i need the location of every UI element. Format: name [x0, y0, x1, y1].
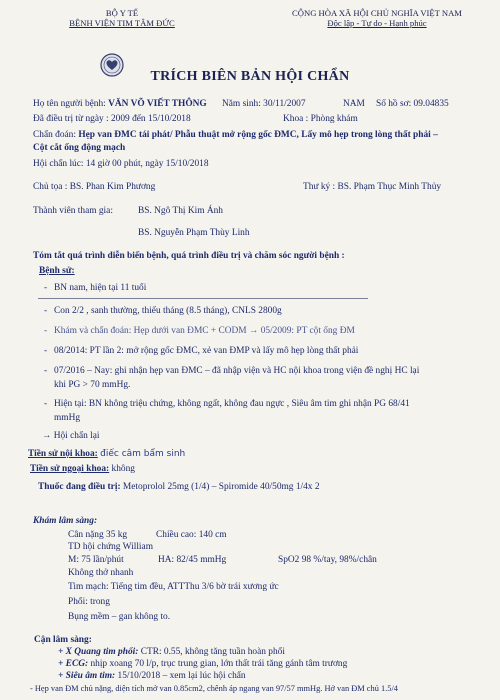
- member-1: BS. Ngô Thị Kim Ánh: [138, 206, 223, 216]
- summary-heading: Tóm tắt quá trình diễn biến bệnh, quá trình điều trị và chăm sóc người bệnh :: [33, 251, 345, 261]
- exam-height: Chiều cao: 140 cm: [156, 530, 227, 540]
- labs-ecg-label: + ECG:: [58, 659, 89, 669]
- history-item-5-cont: khi PG > 70 mmHg.: [54, 380, 131, 390]
- history-item-7: → Hội chẩn lại: [42, 431, 100, 441]
- ministry-name: BỘ Y TẾ: [105, 8, 139, 18]
- national-motto: Độc lập - Tự do - Hạnh phúc: [327, 18, 427, 28]
- history-item-4: - 08/2014: PT lần 2: mở rộng gốc ĐMC, xẻ van ĐMP và lấy mô hẹp lòng thất phải: [44, 346, 359, 356]
- patient-file-value: 09.04835: [413, 99, 449, 109]
- diagnosis-label: Chẩn đoán:: [33, 130, 76, 140]
- national-header: [262, 8, 492, 28]
- patient-name-value: VĂN VÕ VIẾT THÔNG: [108, 99, 207, 109]
- hospital-name: BỆNH VIỆN TIM TÂM ĐỨC: [69, 18, 175, 28]
- labs-echo-row: [58, 670, 246, 682]
- page-title: TRÍCH BIÊN BẢN HỘI CHẨN: [150, 69, 350, 84]
- labs-heading: Cận lâm sàng:: [34, 635, 92, 645]
- consult-time-row: [33, 158, 209, 170]
- treatment-label: Đã điều trị từ ngày :: [33, 114, 109, 124]
- member-2: BS. Nguyễn Phạm Thùy Linh: [138, 228, 250, 238]
- patient-dob-value: 30/11/2007: [263, 99, 306, 109]
- surgical-history-value: không: [111, 464, 135, 474]
- history-item-3: - Khám và chẩn đoán: Hẹp dưới van ĐMC + CODM → 05/2009: PT cột ống ĐM: [44, 326, 355, 336]
- labs-echo-note: - Hẹp van ĐM chủ nặng, diện tích mở van 0.85cm2, chênh áp ngang van 97/57 mmHg. Hở van ĐM chủ 1.5/4: [30, 684, 398, 693]
- patient-sex: NAM: [343, 99, 365, 109]
- department-row: [283, 113, 358, 125]
- patient-name-row: [33, 98, 207, 110]
- chair-label: Chủ tọa :: [33, 182, 68, 192]
- consult-time-label: Hội chẩn lúc:: [33, 159, 84, 169]
- history-heading: Bệnh sử:: [39, 266, 75, 276]
- exam-spo2: SpO2 98 %/tay, 98%/chân: [278, 555, 377, 565]
- diagnosis-value-cont: Cột cắt ống động mạch: [33, 143, 126, 153]
- secretary-label: Thư ký :: [303, 182, 336, 192]
- patient-file-label: Số hồ sơ:: [376, 99, 412, 109]
- medication-value: Metoprolol 25mg (1/4) – Spiromide 40/50mg 1/4x 2: [122, 482, 320, 492]
- internal-history-row: [28, 448, 185, 460]
- medication-row: [38, 481, 320, 493]
- patient-dob-row: [222, 98, 306, 110]
- patient-name-label: Họ tên người bệnh:: [33, 99, 106, 109]
- chair-value: BS. Phan Kim Phương: [69, 182, 156, 192]
- separator: [38, 298, 368, 299]
- exam-heart: Tim mạch: Tiếng tim đều, ATTThu 3/6 bờ trái xương ức: [68, 582, 279, 592]
- treatment-period-row: [33, 113, 191, 125]
- patient-dob-label: Năm sinh:: [222, 99, 261, 109]
- exam-abdomen: Bụng mềm – gan không to.: [68, 612, 171, 622]
- exam-heart-rate: M: 75 lần/phút: [68, 555, 124, 565]
- history-item-6: - Hiện tại: BN không triệu chứng, không ngất, không đau ngực , Siêu âm tim ghi nhận PG 68/41: [44, 399, 410, 409]
- secretary-row: [303, 181, 441, 193]
- department-value: Phòng khám: [310, 114, 358, 124]
- history-item-1: - BN nam, hiện tại 11 tuổi: [44, 283, 147, 293]
- exam-heading: Khám lâm sàng:: [33, 516, 98, 526]
- hospital-header: [52, 8, 192, 28]
- internal-history-value: điếc câm bẩm sinh: [100, 449, 186, 459]
- secretary-value: BS. Phạm Thục Minh Thủy: [337, 182, 442, 192]
- patient-file-row: [376, 98, 449, 110]
- history-item-2: - Con 2/2 , sanh thường, thiếu tháng (8.5 tháng), CNLS 2800g: [44, 306, 282, 316]
- diagnosis-value: Hẹp van ĐMC tái phát/ Phẫu thuật mở rộng gốc ĐMC, Lấy mô hẹp trong lòng thất phải –: [78, 130, 438, 140]
- exam-blood-pressure: HA: 82/45 mmHg: [158, 555, 227, 565]
- labs-echo-label: + Siêu âm tim:: [58, 671, 116, 681]
- labs-xray-label: + X Quang tim phổi:: [58, 647, 139, 657]
- chair-row: [33, 181, 155, 193]
- labs-xray-value: CTR: 0.55, không tăng tuần hoàn phổi: [140, 647, 285, 657]
- exam-lung: Phổi: trong: [68, 597, 110, 607]
- exam-td: TD hội chứng William: [68, 542, 153, 552]
- surgical-history-label: Tiền sử ngoại khoa:: [30, 464, 110, 474]
- exam-breathing: Không thở nhanh: [68, 568, 134, 578]
- surgical-history-row: [30, 463, 135, 475]
- labs-ecg-row: [58, 658, 347, 670]
- arrow-icon: →: [42, 431, 52, 441]
- diagnosis-row: [33, 129, 438, 141]
- history-item-5: - 07/2016 – Nay: ghi nhận hẹp van ĐMC – đã nhập viện và HC nội khoa trong viện đề nghị HC lại: [44, 366, 420, 376]
- department-label: Khoa :: [283, 114, 309, 124]
- treatment-value: 2009 đến 15/10/2018: [110, 114, 191, 124]
- labs-ecg-value: nhịp xoang 70 l/p, trục trung gian, lớn thất trái tăng gánh tâm trương: [90, 659, 348, 669]
- history-item-6-cont: mmHg: [54, 413, 81, 423]
- internal-history-label: Tiền sử nội khoa:: [28, 449, 98, 459]
- labs-echo-value: 15/10/2018 – xem lại lúc hội chẩn: [117, 671, 246, 681]
- labs-xray-row: [58, 646, 285, 658]
- medication-label: Thuốc đang điều trị:: [38, 482, 121, 492]
- country-name: CỘNG HÒA XÃ HỘI CHỦ NGHĨA VIỆT NAM: [292, 8, 462, 18]
- consult-time-value: 14 giờ 00 phút, ngày 15/10/2018: [85, 159, 209, 169]
- exam-weight: Cân nặng 35 kg: [68, 530, 128, 540]
- members-label: Thành viên tham gia:: [33, 206, 113, 216]
